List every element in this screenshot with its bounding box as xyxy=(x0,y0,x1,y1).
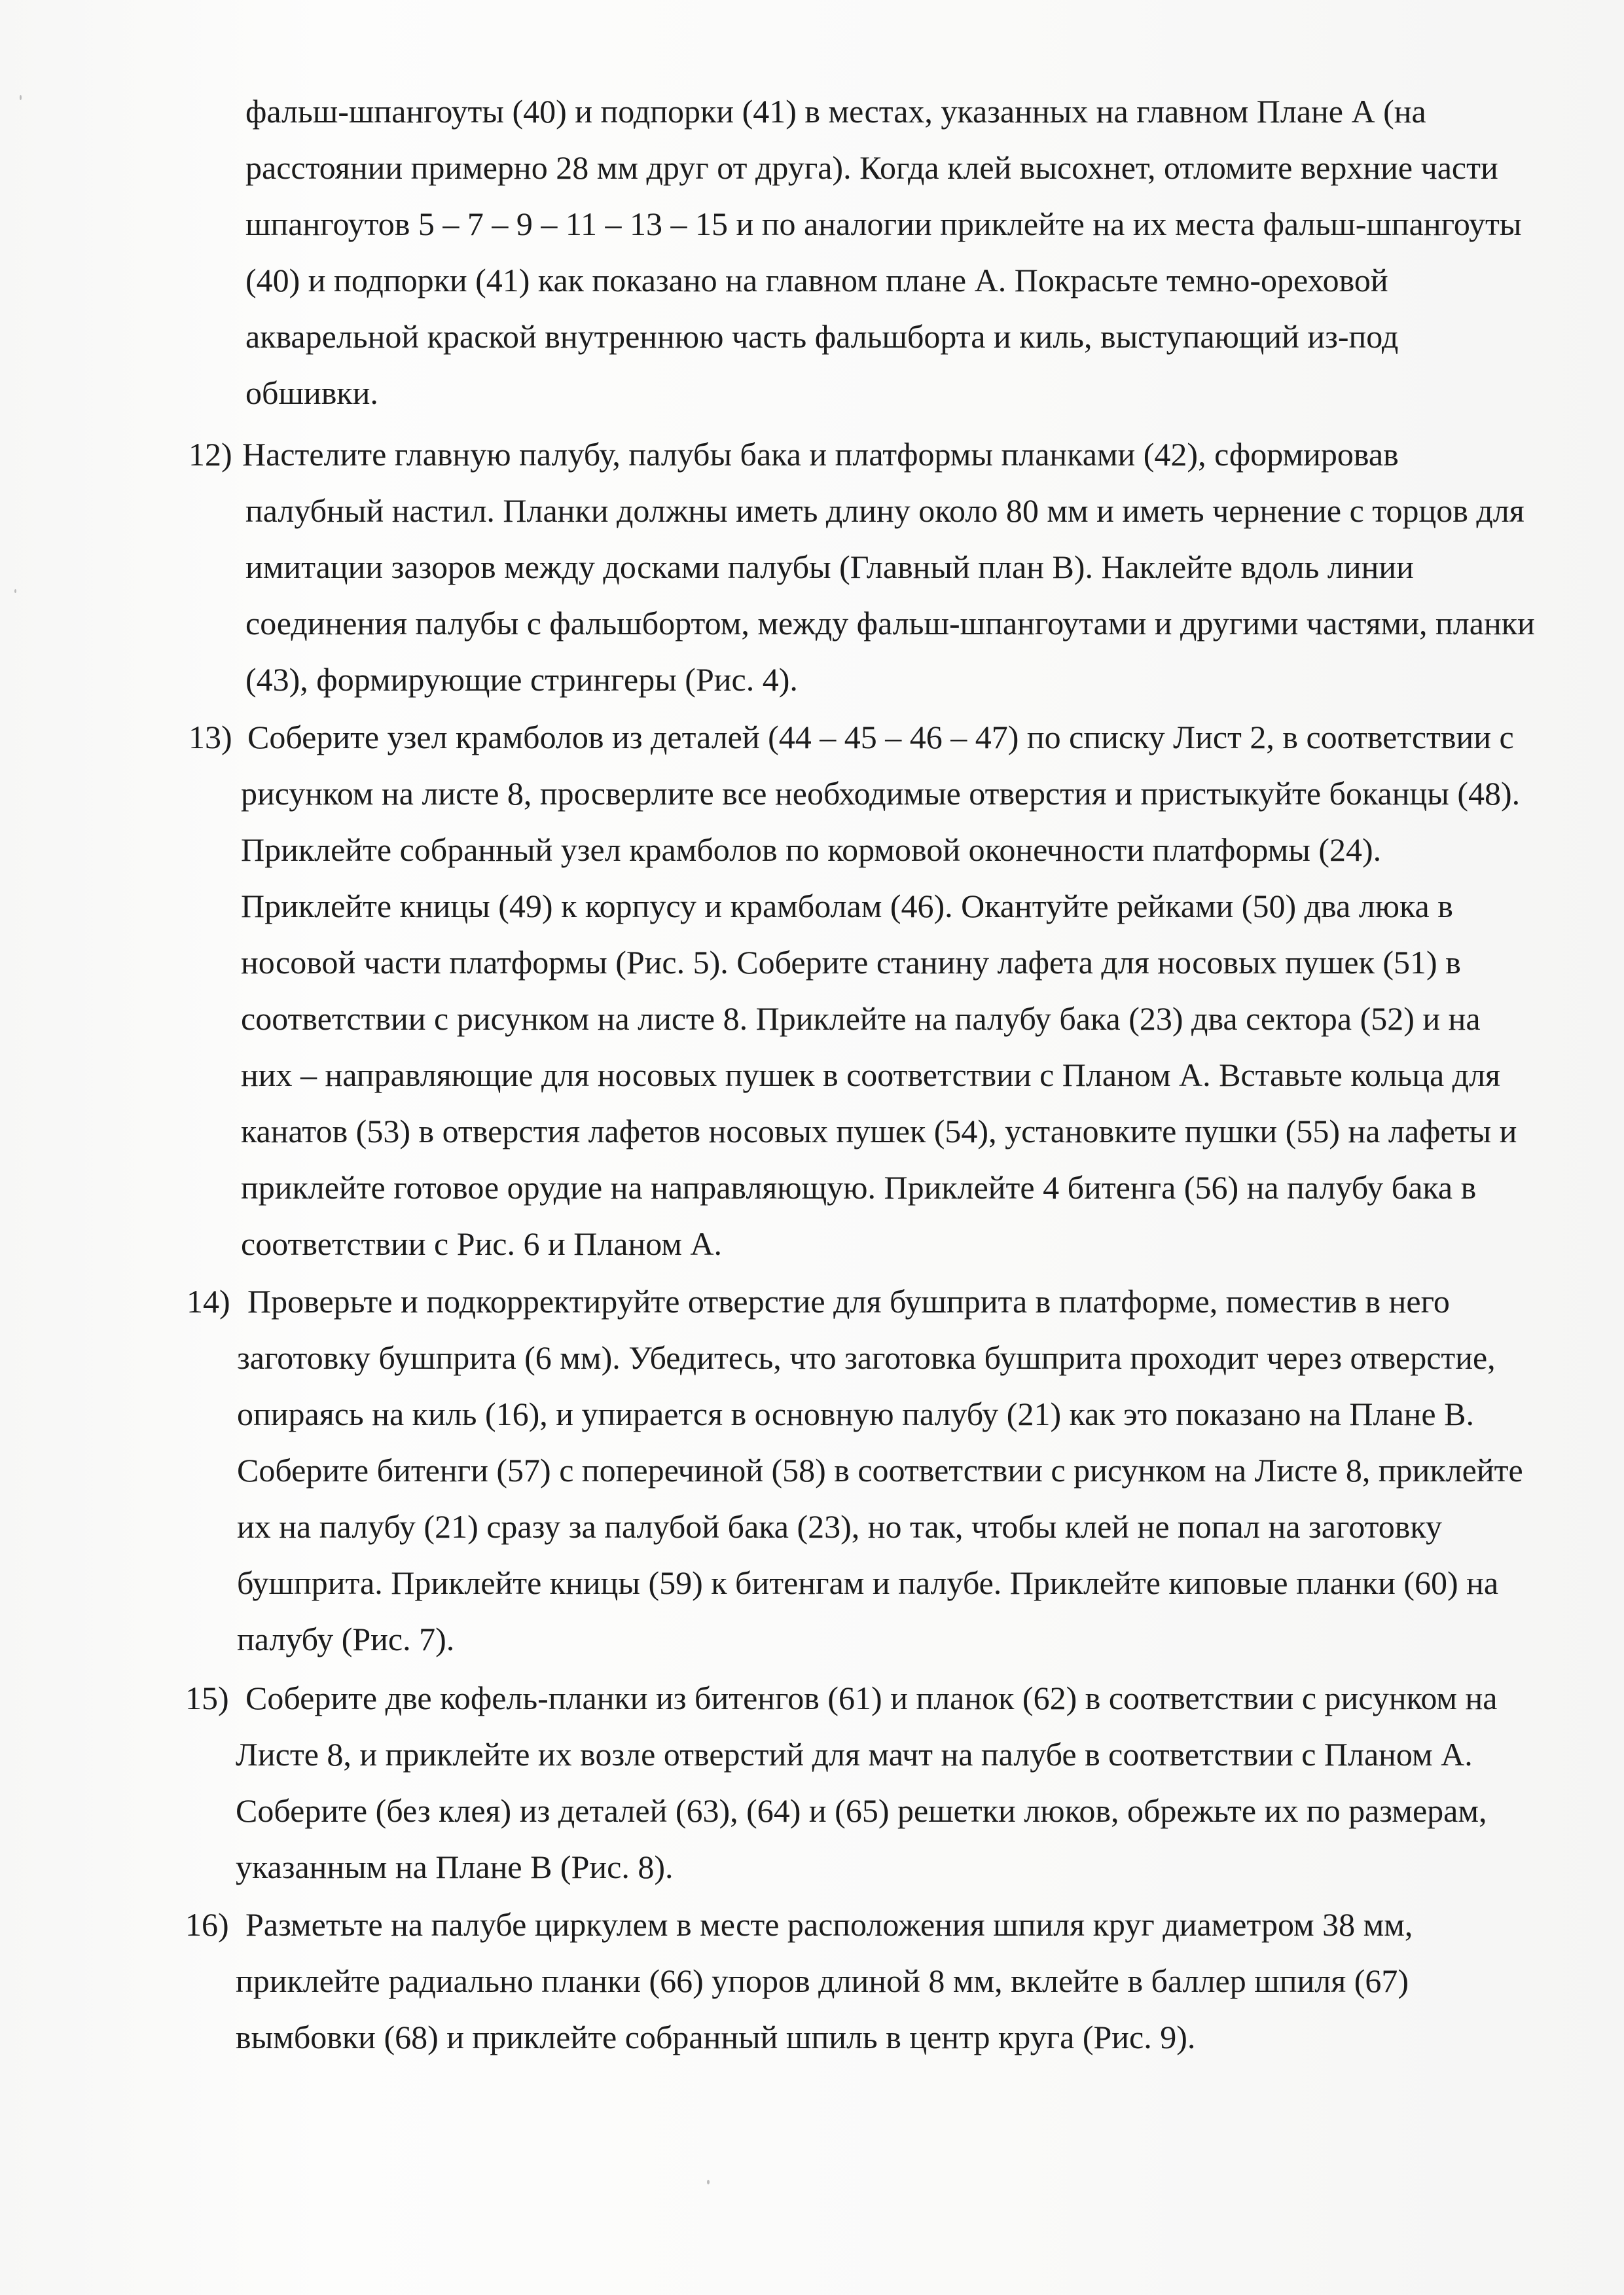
item-line: соответствии с Рис. 6 и Планом А. xyxy=(241,1225,723,1262)
item-line: Разметьте на палубе циркулем в месте расположения шпиля круг диаметром 38 мм, xyxy=(245,1906,1413,1943)
scan-speck xyxy=(14,589,16,593)
item-line: канатов (53) в отверстия лафетов носовых пушек (54), установките пушки (55) на лафеты и xyxy=(241,1113,1517,1149)
item-line: опираясь на киль (16), и упирается в основную палубу (21) как это показано на Плане В. xyxy=(237,1396,1474,1432)
item-line: них – направляющие для носовых пушек в соответствии с Планом А. Вставьте кольца для xyxy=(241,1057,1501,1093)
item-line: заготовку бушприта (6 мм). Убедитесь, что заготовка бушприта проходит через отверстие, xyxy=(237,1339,1496,1376)
item-line: Приклейте собранный узел крамболов по кормовой оконечности платформы (24). xyxy=(241,831,1382,868)
scan-speck xyxy=(20,95,22,100)
item-line: Соберите узел крамболов из деталей (44 – 45 – 46 – 47) по списку Лист 2, в соответствии с xyxy=(247,719,1514,755)
paragraph-line: шпангоутов 5 – 7 – 9 – 11 – 13 – 15 и по аналогии приклейте на их места фальш-шпангоуты xyxy=(245,206,1522,242)
item-number: 15) xyxy=(185,1680,229,1716)
paragraph-line: (40) и подпорки (41) как показано на главном плане А. Покрасьте темно-ореховой xyxy=(245,262,1388,298)
item-line: Соберите (без клея) из деталей (63), (64) и (65) решетки люков, обрежьте их по размерам, xyxy=(236,1792,1487,1829)
item-line: (43), формирующие стрингеры (Рис. 4). xyxy=(245,661,798,698)
item-line: носовой части платформы (Рис. 5). Соберите станину лафета для носовых пушек (51) в xyxy=(241,944,1461,981)
item-line: палубный настил. Планки должны иметь длину около 80 мм и иметь чернение с торцов для xyxy=(245,492,1525,529)
item-line: рисунком на листе 8, просверлите все необходимые отверстия и пристыкуйте боканцы (48). xyxy=(241,775,1521,812)
item-line: их на палубу (21) сразу за палубой бака (23), но так, чтобы клей не попал на заготовку xyxy=(237,1508,1442,1545)
item-line: указанным на Плане В (Рис. 8). xyxy=(236,1849,674,1885)
item-line: Настелите главную палубу, палубы бака и платформы планками (42), сформировав xyxy=(242,436,1399,473)
item-line: палубу (Рис. 7). xyxy=(237,1621,455,1657)
item-number: 13) xyxy=(189,719,232,755)
item-line: Приклейте кницы (49) к корпусу и крамболам (46). Окантуйте рейками (50) два люка в xyxy=(241,888,1453,924)
item-line: приклейте готовое орудие на направляющую. Приклейте 4 битенга (56) на палубу бака в xyxy=(241,1169,1477,1206)
item-line: бушприта. Приклейте кницы (59) к битенгам и палубе. Приклейте киповые планки (60) на xyxy=(237,1564,1499,1601)
item-line: соответствии с рисунком на листе 8. Приклейте на палубу бака (23) два сектора (52) и на xyxy=(241,1000,1481,1037)
item-line: соединения палубы с фальшбортом, между фальш-шпангоутами и другими частями, планки xyxy=(245,605,1535,642)
item-line: приклейте радиально планки (66) упоров длиной 8 мм, вклейте в баллер шпиля (67) xyxy=(236,1962,1409,1999)
scan-speck xyxy=(707,2180,710,2184)
item-line: вымбовки (68) и приклейте собранный шпиль в центр круга (Рис. 9). xyxy=(236,2019,1196,2055)
item-line: имитации зазоров между досками палубы (Главный план В). Наклейте вдоль линии xyxy=(245,549,1414,585)
item-number: 12) xyxy=(189,436,232,473)
item-line: Проверьте и подкорректируйте отверстие для бушприта в платформе, поместив в него xyxy=(247,1283,1450,1320)
paragraph-line: акварельной краской внутреннюю часть фальшборта и киль, выступающий из-под xyxy=(245,318,1399,355)
item-line: Соберите битенги (57) с поперечиной (58) в соответствии с рисунком на Листе 8, приклейте xyxy=(237,1452,1523,1489)
item-line: Листе 8, и приклейте их возле отверстий для мачт на палубе в соответствии с Планом А. xyxy=(236,1736,1473,1773)
item-line: Соберите две кофель-планки из битенгов (61) и планок (62) в соответствии с рисунком на xyxy=(245,1680,1498,1716)
paragraph-line: фальш-шпангоуты (40) и подпорки (41) в местах, указанных на главном Плане А (на xyxy=(245,93,1426,130)
paragraph-line: обшивки. xyxy=(245,374,378,411)
item-number: 16) xyxy=(185,1906,229,1943)
paragraph-line: расстоянии примерно 28 мм друг от друга). Когда клей высохнет, отломите верхние части xyxy=(245,149,1498,186)
item-number: 14) xyxy=(187,1283,230,1320)
